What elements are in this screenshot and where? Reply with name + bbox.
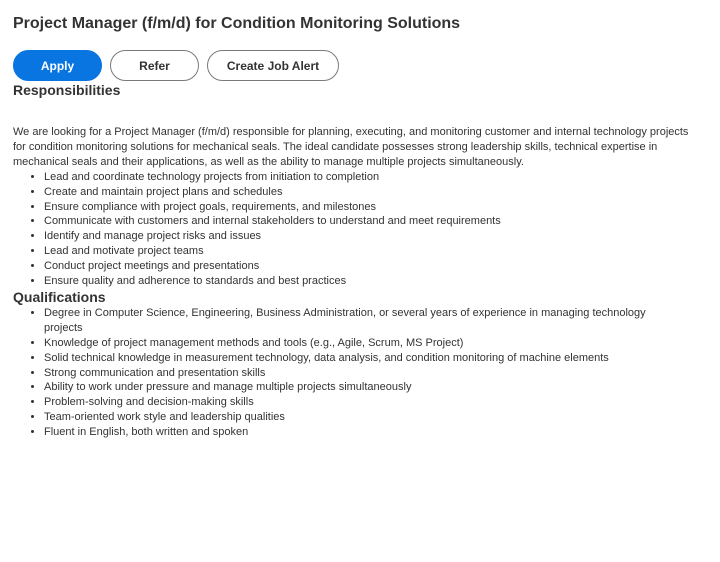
qualifications-list	[13, 306, 684, 439]
responsibilities-list	[13, 170, 703, 288]
list-item: • Fluent in English, both written and spoken	[44, 425, 684, 440]
list-item: • Knowledge of project management methods and tools (e.g., Agile, Scrum, MS Project)	[44, 336, 684, 351]
list-item: • Team-oriented work style and leadership qualities	[44, 410, 684, 425]
list-item: • Strong communication and presentation skills	[44, 366, 684, 381]
list-item: • Degree in Computer Science, Engineering, Business Administration, or several years of experience in managing technology projects	[44, 306, 684, 336]
apply-button[interactable]: Apply	[13, 50, 102, 81]
list-item: • Communicate with customers and internal stakeholders to understand and meet requirements	[44, 214, 703, 229]
list-item: • Ensure compliance with project goals, requirements, and milestones	[44, 200, 703, 215]
list-item: • Lead and coordinate technology projects from initiation to completion	[44, 170, 703, 185]
list-item: • Ensure quality and adherence to standards and best practices	[44, 274, 703, 289]
list-item: • Problem-solving and decision-making skills	[44, 395, 684, 410]
job-posting	[13, 14, 703, 440]
list-item: • Conduct project meetings and presentations	[44, 259, 703, 274]
create-job-alert-button[interactable]: Create Job Alert	[207, 50, 339, 81]
list-item: • Ability to work under pressure and manage multiple projects simultaneously	[44, 380, 684, 395]
list-item: • Solid technical knowledge in measurement technology, data analysis, and condition monitoring of machine elements	[44, 351, 684, 366]
responsibilities-heading: Responsibilities	[13, 82, 121, 98]
action-bar	[13, 50, 703, 81]
job-title: Project Manager (f/m/d) for Condition Monitoring Solutions	[13, 15, 461, 32]
job-description-intro: We are looking for a Project Manager (f/m/d) responsible for planning, executing, and monitoring customer and internal technology projects for condition monitoring solutions for mechanical seals. The ideal candidate possesses strong leadership skills, technical expertise in mechanical seals and their applications, as well as the ability to manage multiple projects simultaneously.	[13, 126, 689, 168]
list-item: • Lead and motivate project teams	[44, 244, 703, 259]
qualifications-heading: Qualifications	[13, 289, 106, 306]
list-item: • Create and maintain project plans and schedules	[44, 185, 703, 200]
refer-button[interactable]: Refer	[110, 50, 199, 81]
list-item: • Identify and manage project risks and issues	[44, 229, 703, 244]
